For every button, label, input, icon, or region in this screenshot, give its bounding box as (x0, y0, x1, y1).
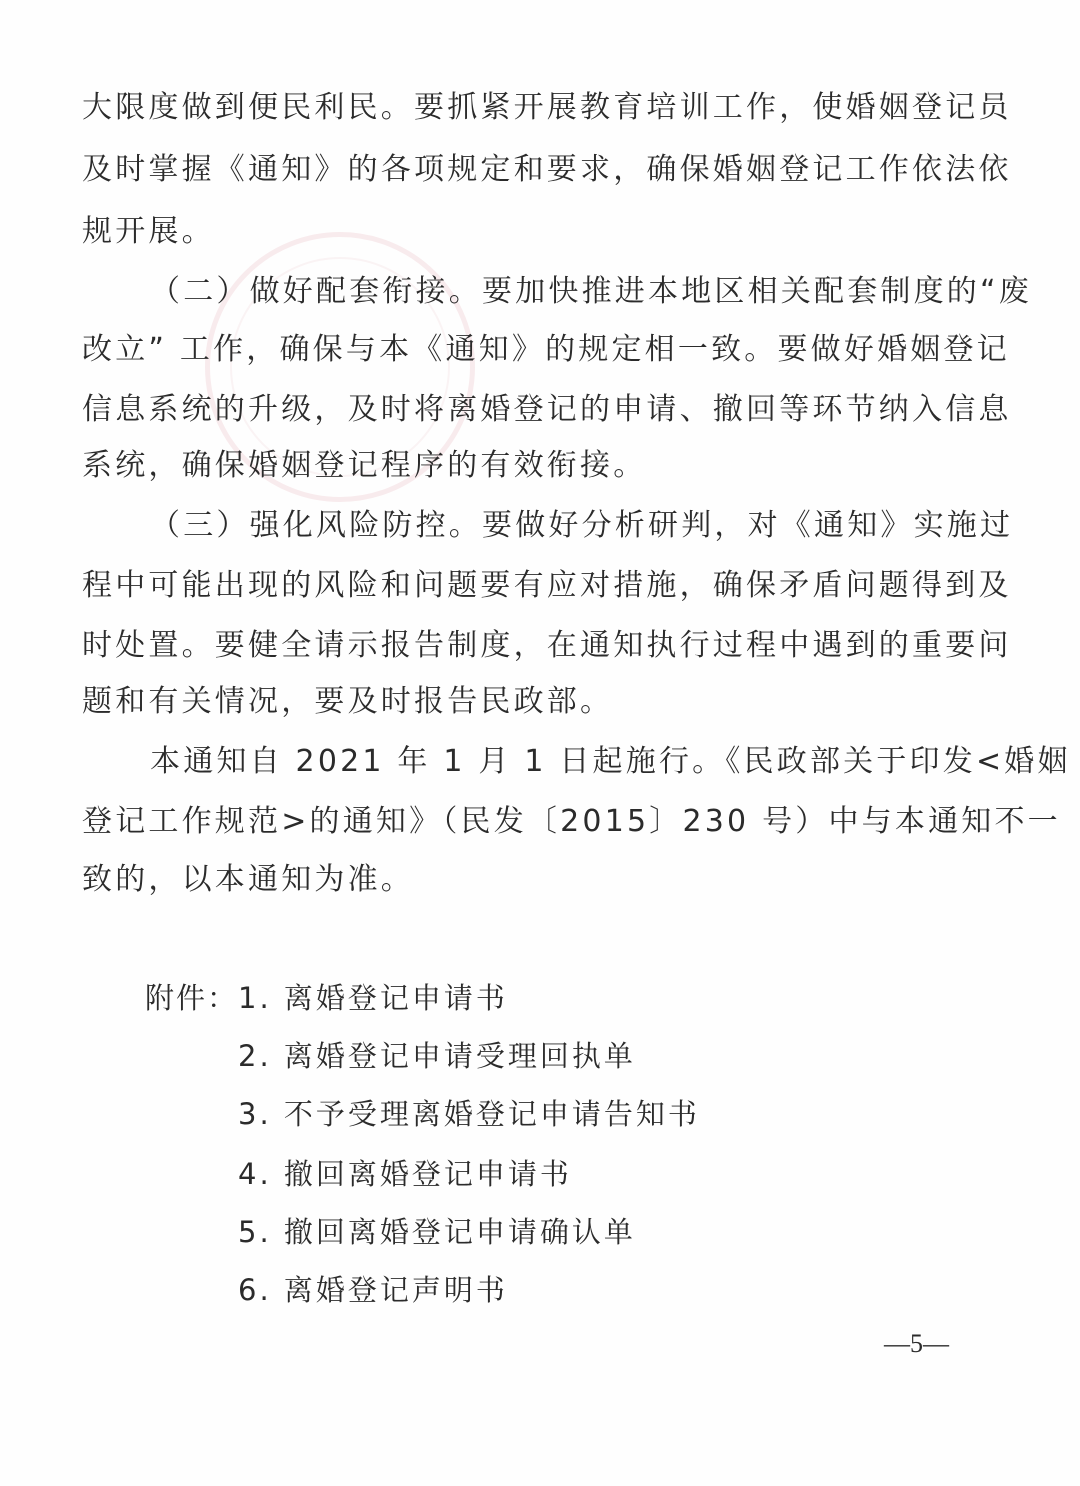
attachment-item-4: 4. 撤回离婚登记申请书 (238, 1157, 572, 1191)
paragraph-1-line-2: 及时掌握《通知》的各项规定和要求，确保婚姻登记工作依法依 (82, 152, 1012, 187)
attachment-item-1: 1. 离婚登记申请书 (238, 981, 508, 1015)
paragraph-4-line-1: 本通知自 2021 年 1 月 1 日起施行。《民政部关于印发<婚姻 (150, 744, 1071, 779)
attachment-item-2: 2. 离婚登记申请受理回执单 (238, 1039, 636, 1073)
paragraph-3-line-3: 时处置。要健全请示报告制度，在通知执行过程中遇到的重要问 (82, 628, 1012, 663)
paragraph-2-line-3: 信息系统的升级，及时将离婚登记的申请、撤回等环节纳入信息 (82, 392, 1012, 427)
paragraph-2-line-4: 系统，确保婚姻登记程序的有效衔接。 (82, 448, 647, 483)
paragraph-2-line-1: （二）做好配套衔接。要加快推进本地区相关配套制度的“废 (150, 274, 1032, 309)
attachment-item-6: 6. 离婚登记声明书 (238, 1273, 508, 1307)
paragraph-3-line-4: 题和有关情况，要及时报告民政部。 (82, 684, 614, 719)
paragraph-1-line-3: 规开展。 (82, 214, 215, 249)
paragraph-1-line-1: 大限度做到便民利民。要抓紧开展教育培训工作，使婚姻登记员 (82, 90, 1012, 125)
attachments-label: 附件： (145, 981, 239, 1015)
attachment-item-5: 5. 撤回离婚登记申请确认单 (238, 1215, 636, 1249)
paragraph-2-line-2: 改立” 工作，确保与本《通知》的规定相一致。要做好婚姻登记 (82, 332, 1010, 367)
paragraph-3-line-2: 程中可能出现的风险和问题要有应对措施，确保矛盾问题得到及 (82, 568, 1012, 603)
page-number: —5— (884, 1329, 949, 1358)
paragraph-4-line-3: 致的，以本通知为准。 (82, 862, 414, 897)
attachment-item-3: 3. 不予受理离婚登记申请告知书 (238, 1097, 700, 1131)
paragraph-4-line-2: 登记工作规范>的通知》（民发〔2015〕230 号）中与本通知不一 (82, 804, 1061, 839)
paragraph-3-line-1: （三）强化风险防控。要做好分析研判，对《通知》实施过 (150, 508, 1014, 543)
